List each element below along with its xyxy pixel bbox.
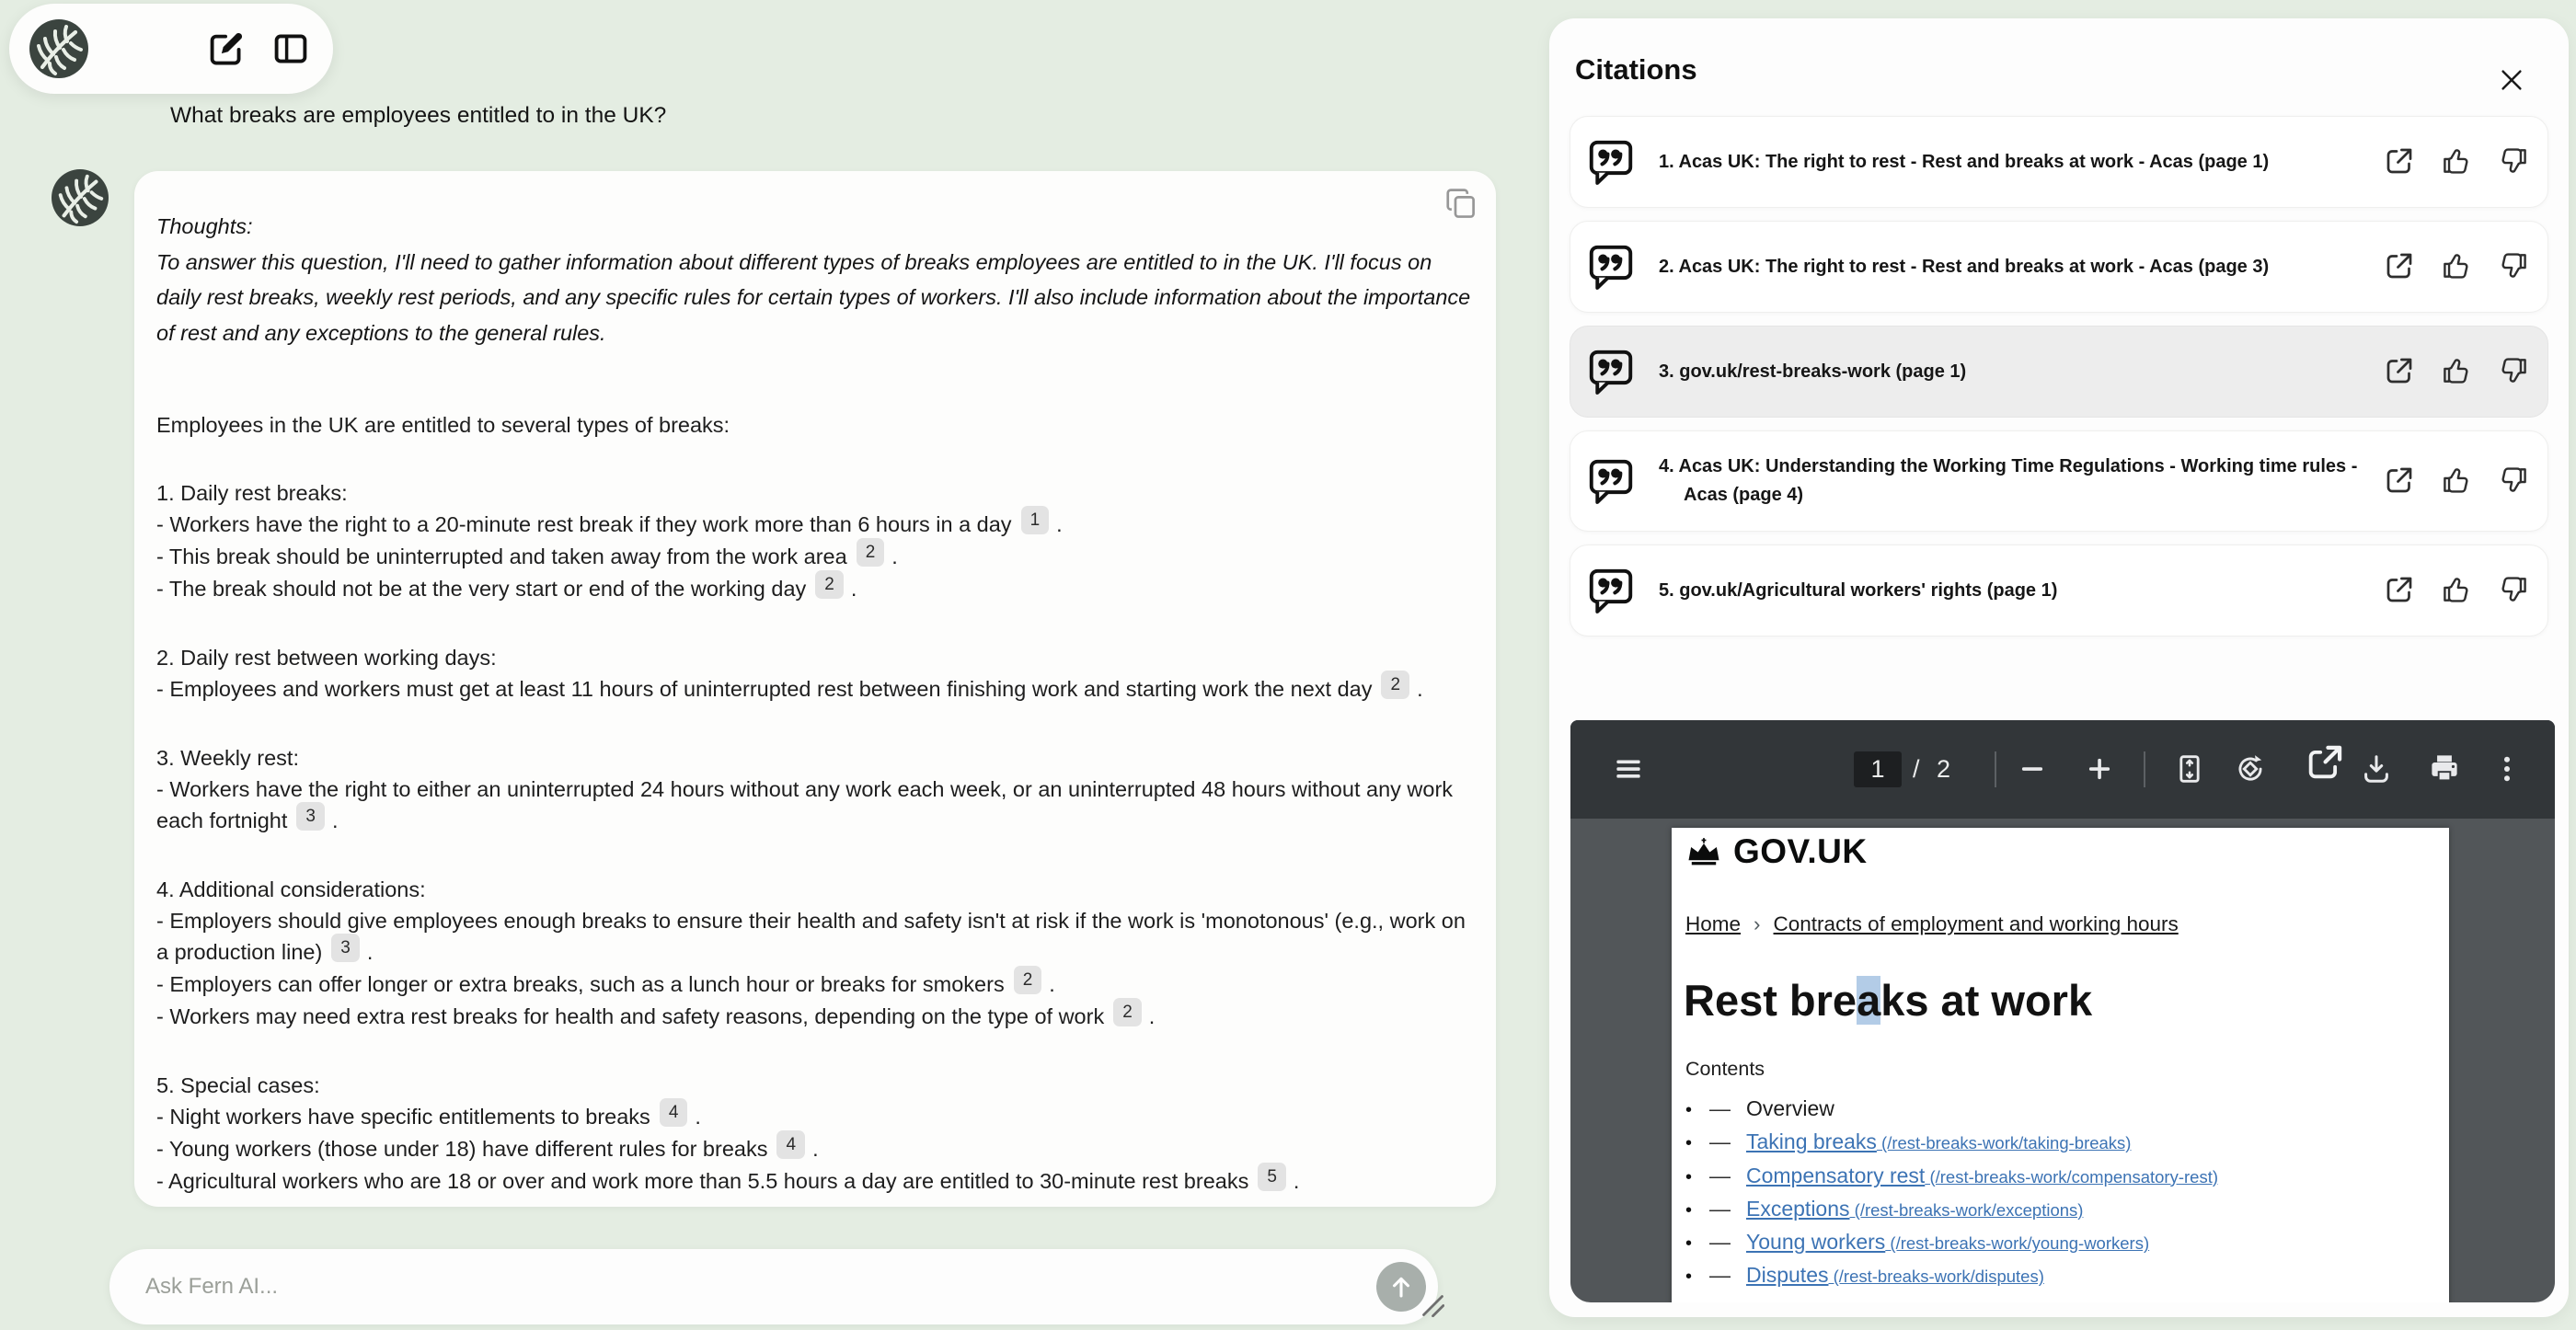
thoughts-text: To answer this question, I'll need to gather information about different types of breaks employees are entitled to in the UK. I'll focus on daily rest breaks, weekly rest periods, and any specific rules for certain types of workers. I'll also include information about the importance of rest and any exceptions to the general rules. xyxy=(156,249,1471,345)
sentence-period: . xyxy=(1049,972,1055,996)
citation-badge[interactable]: 4 xyxy=(660,1098,688,1127)
message-text: - Night workers have specific entitlements to breaks xyxy=(156,1105,650,1129)
toolbar-divider xyxy=(2144,751,2145,787)
assistant-avatar-icon xyxy=(52,169,109,226)
section-title: 2. Daily rest between working days: xyxy=(156,646,497,670)
toolbar-divider xyxy=(1995,751,1996,787)
citation-title: 5. gov.uk/Agricultural workers' rights (page 1) xyxy=(1659,579,2058,601)
thumbs-down-icon xyxy=(2497,464,2530,497)
quote-icon xyxy=(1587,567,1635,614)
bullet-icon: • xyxy=(1685,1100,1693,1120)
message-line xyxy=(156,1133,1474,1165)
citation-list xyxy=(1570,116,2548,649)
contents-item xyxy=(1685,1263,2218,1296)
citation-actions xyxy=(2382,354,2531,389)
zoom-out-button[interactable] xyxy=(2012,750,2053,790)
external-link-icon xyxy=(2383,573,2416,606)
message-section xyxy=(156,1070,1474,1198)
message-text: - This break should be uninterrupted and taken away from the work area xyxy=(156,545,847,568)
message-text: - Workers have the right to a 20-minute rest break if they work more than 6 hours in a day xyxy=(156,512,1012,536)
message-line xyxy=(156,774,1474,837)
page-number-input[interactable]: 1 xyxy=(1854,751,1902,787)
contents-item xyxy=(1685,1164,2218,1197)
quote-icon xyxy=(1587,138,1635,186)
message-section xyxy=(156,477,1474,605)
thumbs-down-button[interactable] xyxy=(2496,354,2531,389)
citation-card[interactable] xyxy=(1570,116,2548,208)
copy-button[interactable] xyxy=(1443,186,1479,223)
pdf-viewer xyxy=(1570,720,2555,1302)
title-highlight: a xyxy=(1857,976,1881,1025)
sentence-period: . xyxy=(850,577,857,601)
pdf-page-title xyxy=(1684,975,2092,1026)
sentence-period: . xyxy=(331,808,339,832)
sidebar-panel-icon xyxy=(270,29,311,69)
contents-link-url[interactable]: (/rest-breaks-work/taking-breaks) xyxy=(1876,1133,2132,1153)
more-options-button[interactable] xyxy=(2487,750,2527,790)
open-citation-button[interactable] xyxy=(2382,144,2417,179)
message-text: - Employers should give employees enough breaks to ensure their health and safety isn't at risk if the work is 'monotonous' (e.g., work on a production line) xyxy=(156,909,1466,964)
message-line xyxy=(156,1165,1474,1198)
contents-link[interactable]: Exceptions xyxy=(1746,1196,1850,1221)
thumbs-down-icon xyxy=(2497,354,2530,387)
thumbs-up-button[interactable] xyxy=(2439,144,2474,179)
govuk-brand: GOV.UK xyxy=(1733,832,1868,870)
thumbs-up-icon xyxy=(2440,464,2473,497)
contents-link[interactable]: Compensatory rest xyxy=(1746,1163,1926,1187)
thumbs-up-icon xyxy=(2440,144,2473,178)
contents-link[interactable]: Disputes xyxy=(1746,1263,1829,1288)
toolbar-menu-button[interactable] xyxy=(1608,750,1649,790)
contents-link-url[interactable]: (/rest-breaks-work/compensatory-rest) xyxy=(1925,1166,2218,1187)
top-toolbar xyxy=(9,4,333,94)
thoughts-label: Thoughts: xyxy=(156,214,253,238)
message-text: - Employers can offer longer or extra breaks, such as a lunch hour or breaks for smokers xyxy=(156,972,1005,996)
section-title: 4. Additional considerations: xyxy=(156,877,426,901)
pdf-toolbar xyxy=(1570,720,2555,819)
bullet-icon: • xyxy=(1685,1199,1693,1221)
dash-icon: — xyxy=(1709,1263,1731,1288)
contents-link-url[interactable]: (/rest-breaks-work/young-workers) xyxy=(1885,1233,2150,1254)
section-title: 1. Daily rest breaks: xyxy=(156,481,348,505)
citation-badge[interactable]: 2 xyxy=(815,570,844,599)
breadcrumb-link[interactable]: Home xyxy=(1685,912,1742,935)
pdf-page xyxy=(1672,828,2449,1302)
open-citation-button[interactable] xyxy=(2382,464,2417,499)
message-text: - The break should not be at the very start or end of the working day xyxy=(156,577,807,601)
thumbs-up-icon xyxy=(2440,354,2473,387)
sentence-period: . xyxy=(695,1105,701,1129)
citation-title: 2. Acas UK: The right to rest - Rest and breaks at work - Acas (page 3) xyxy=(1659,256,2270,277)
sentence-period: . xyxy=(891,545,898,568)
contents-link[interactable]: Taking breaks xyxy=(1746,1129,1877,1154)
citations-title: Citations xyxy=(1575,53,1697,86)
sentence-period: . xyxy=(1056,512,1063,536)
thoughts-block xyxy=(156,209,1474,350)
popout-button[interactable] xyxy=(2302,740,2348,786)
rotate-button[interactable] xyxy=(2230,750,2271,790)
sentence-period: . xyxy=(1148,1004,1156,1028)
message-line xyxy=(156,1001,1474,1033)
open-external-icon xyxy=(2304,741,2346,784)
contents-link-url[interactable]: (/rest-breaks-work/exceptions) xyxy=(1849,1199,2084,1220)
bullet-icon: • xyxy=(1685,1166,1693,1187)
open-citation-button[interactable] xyxy=(2382,573,2417,608)
page-separator: / xyxy=(1913,755,1920,783)
sentence-period: . xyxy=(1417,677,1423,701)
open-citation-button[interactable] xyxy=(2382,249,2417,284)
section-title: 3. Weekly rest: xyxy=(156,746,299,770)
thumbs-up-button[interactable] xyxy=(2439,573,2474,608)
open-citation-button[interactable] xyxy=(2382,354,2417,389)
external-link-icon xyxy=(2383,464,2416,497)
citation-actions xyxy=(2382,573,2531,608)
message-text: - Workers may need extra rest breaks for health and safety reasons, depending on the type of work xyxy=(156,1004,1105,1028)
message-text: - Workers have the right to either an uninterrupted 24 hours without any work each week, or an uninterrupted 48 hours without any work each fortnight xyxy=(156,777,1454,832)
citation-badge[interactable]: 4 xyxy=(776,1130,805,1159)
citation-title: 4. Acas UK: Understanding the Working Time Regulations - Working time rules - Acas (page 4) xyxy=(1659,456,2358,505)
citation-card[interactable] xyxy=(1570,326,2548,418)
citation-actions xyxy=(2382,464,2531,499)
send-arrow-icon xyxy=(1386,1272,1416,1301)
external-link-icon xyxy=(2383,144,2416,178)
thumbs-up-button[interactable] xyxy=(2439,464,2474,499)
thumbs-up-button[interactable] xyxy=(2439,354,2474,389)
download-button[interactable] xyxy=(2356,750,2397,790)
section-title: 5. Special cases: xyxy=(156,1073,320,1097)
thumbs-down-button[interactable] xyxy=(2496,573,2531,608)
quote-icon xyxy=(1587,348,1635,396)
message-line xyxy=(156,673,1474,705)
pdf-breadcrumb xyxy=(1685,912,2179,936)
sentence-period: . xyxy=(1293,1169,1300,1193)
citation-actions xyxy=(2382,249,2531,284)
zoom-in-button[interactable] xyxy=(2079,750,2120,790)
contents-item xyxy=(1685,1197,2218,1230)
user-question: What breaks are employees entitled to in the UK? xyxy=(170,103,667,128)
message-section xyxy=(156,642,1474,705)
print-button[interactable] xyxy=(2424,750,2465,790)
citations-close-button[interactable] xyxy=(2495,64,2528,97)
title-suffix: ks at work xyxy=(1880,976,2093,1025)
sidebar-toggle-button[interactable] xyxy=(270,29,312,71)
govuk-crown-icon xyxy=(1684,837,1724,867)
citation-badge[interactable]: 2 xyxy=(857,538,885,567)
thumbs-down-button[interactable] xyxy=(2496,144,2531,179)
dash-icon: — xyxy=(1709,1230,1731,1255)
resize-grip-icon[interactable] xyxy=(1417,1290,1444,1317)
dash-icon: — xyxy=(1709,1163,1731,1187)
thumbs-up-button[interactable] xyxy=(2439,249,2474,284)
print-icon xyxy=(2427,751,2462,786)
citation-badge[interactable]: 2 xyxy=(1381,671,1409,699)
citations-panel xyxy=(1549,18,2569,1317)
copy-icon xyxy=(1443,186,1478,221)
citation-card[interactable] xyxy=(1570,221,2548,313)
thumbs-down-icon xyxy=(2497,249,2530,282)
breadcrumb-separator: › xyxy=(1754,912,1761,935)
message-sections xyxy=(156,477,1474,1198)
contents-link[interactable]: Young workers xyxy=(1746,1230,1886,1255)
thumbs-down-icon xyxy=(2497,573,2530,606)
contents-item xyxy=(1685,1096,2218,1129)
citation-badge[interactable]: 5 xyxy=(1258,1163,1286,1191)
citation-badge[interactable]: 3 xyxy=(331,934,360,962)
assistant-message-card xyxy=(134,171,1496,1207)
quote-icon xyxy=(1587,243,1635,291)
page-count: 2 xyxy=(1937,755,1951,783)
contents-link: Overview xyxy=(1746,1096,1834,1120)
compose-pencil-icon xyxy=(206,29,247,69)
menu-icon xyxy=(1611,751,1646,786)
pdf-contents-label: Contents xyxy=(1685,1058,1765,1080)
chat-input-bar xyxy=(109,1249,1438,1324)
breadcrumb-link[interactable]: Contracts of employment and working hours xyxy=(1773,912,2179,935)
new-chat-button[interactable] xyxy=(205,29,247,71)
citation-card[interactable] xyxy=(1570,430,2548,532)
dash-icon: — xyxy=(1709,1096,1731,1120)
citation-badge[interactable]: 1 xyxy=(1021,506,1050,534)
citation-actions xyxy=(2382,144,2531,179)
sentence-period: . xyxy=(812,1137,819,1161)
contents-item xyxy=(1685,1230,2218,1263)
thumbs-down-button[interactable] xyxy=(2496,249,2531,284)
thumbs-up-icon xyxy=(2440,249,2473,282)
pdf-contents-list xyxy=(1685,1096,2218,1297)
message-text: - Young workers (those under 18) have different rules for breaks xyxy=(156,1137,768,1161)
bullet-icon: • xyxy=(1685,1267,1693,1288)
external-link-icon xyxy=(2383,249,2416,282)
govuk-brand-row xyxy=(1684,833,1868,870)
message-line xyxy=(156,541,1474,573)
quote-icon xyxy=(1587,457,1635,505)
message-line xyxy=(156,573,1474,605)
thumbs-down-button[interactable] xyxy=(2496,464,2531,499)
zoom-out-icon xyxy=(2015,751,2050,786)
message-intro: Employees in the UK are entitled to several types of breaks: xyxy=(156,413,730,437)
message-text: - Employees and workers must get at least 11 hours of uninterrupted rest between finishing work and starting work the next day xyxy=(156,677,1373,701)
thumbs-up-icon xyxy=(2440,573,2473,606)
citation-badge[interactable]: 3 xyxy=(296,802,325,831)
citation-card[interactable] xyxy=(1570,545,2548,636)
dash-icon: — xyxy=(1709,1129,1731,1154)
zoom-in-icon xyxy=(2082,751,2117,786)
citation-badge[interactable]: 2 xyxy=(1014,966,1042,994)
download-icon xyxy=(2359,751,2394,786)
external-link-icon xyxy=(2383,354,2416,387)
more-options-icon xyxy=(2490,751,2524,786)
contents-item xyxy=(1685,1129,2218,1163)
bullet-icon: • xyxy=(1685,1233,1693,1255)
citation-title: 3. gov.uk/rest-breaks-work (page 1) xyxy=(1659,361,1967,382)
message-line xyxy=(156,1101,1474,1133)
message-line xyxy=(156,905,1474,969)
bullet-icon: • xyxy=(1685,1133,1693,1154)
close-icon xyxy=(2498,66,2525,94)
fern-logo-icon xyxy=(29,19,88,78)
citation-badge[interactable]: 2 xyxy=(1113,998,1142,1026)
thumbs-down-icon xyxy=(2497,144,2530,178)
rotate-icon xyxy=(2233,751,2268,786)
sentence-period: . xyxy=(366,940,374,964)
message-line xyxy=(156,969,1474,1001)
chat-input[interactable] xyxy=(144,1249,1367,1324)
citation-title: 1. Acas UK: The right to rest - Rest and breaks at work - Acas (page 1) xyxy=(1659,151,2270,172)
message-section xyxy=(156,874,1474,1033)
dash-icon: — xyxy=(1709,1196,1731,1221)
message-section xyxy=(156,742,1474,837)
message-line xyxy=(156,509,1474,541)
contents-link-url[interactable]: (/rest-breaks-work/disputes) xyxy=(1828,1267,2044,1287)
fit-page-button[interactable] xyxy=(2169,750,2210,790)
fit-page-icon xyxy=(2172,751,2207,786)
title-prefix: Rest bre xyxy=(1684,976,1857,1025)
message-text: - Agricultural workers who are 18 or over and work more than 5.5 hours a day are entitled to 30-minute rest breaks xyxy=(156,1169,1249,1193)
